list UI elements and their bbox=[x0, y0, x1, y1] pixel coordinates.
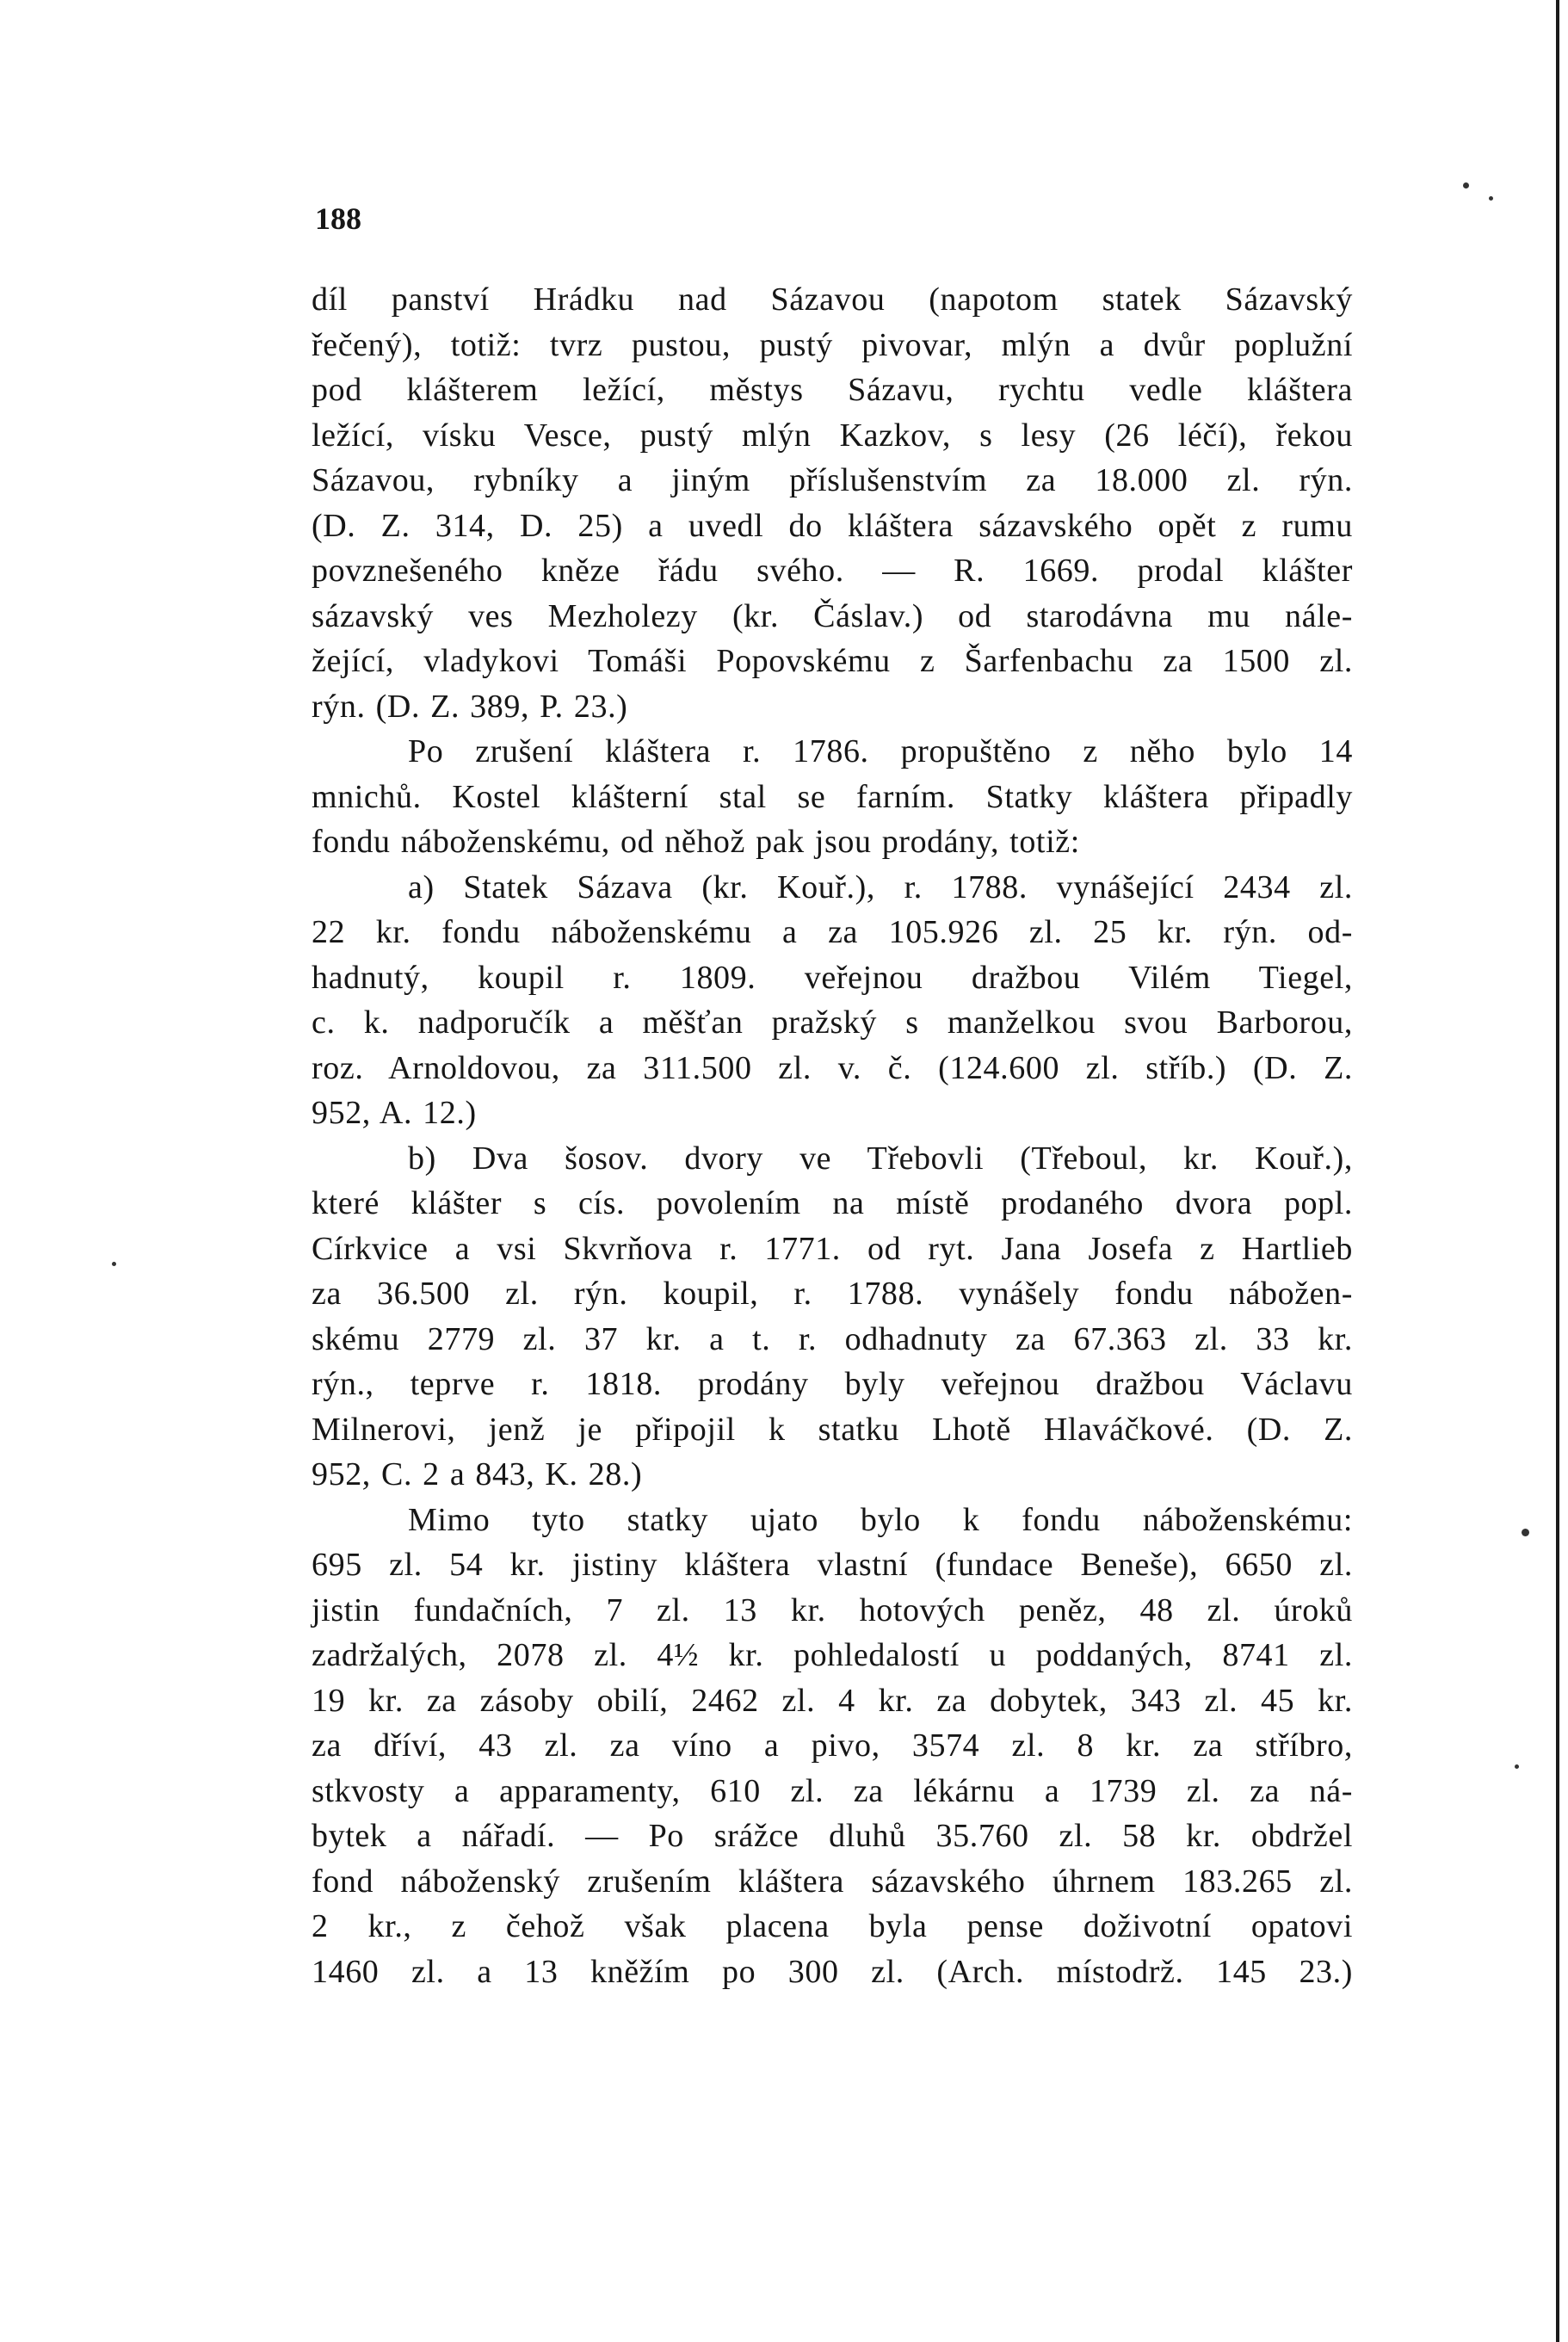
text-line: sázavský ves Mezholezy (kr. Čáslav.) od starodávna mu nále- bbox=[312, 597, 1353, 634]
text-line: a) Statek Sázava (kr. Kouř.), r. 1788. vynášející 2434 zl. bbox=[408, 868, 1353, 905]
text-line: roz. Arnoldovou, za 311.500 zl. v. č. (124.600 zl. stříb.) (D. Z. bbox=[312, 1049, 1353, 1086]
text-line: 695 zl. 54 kr. jistiny kláštera vlastní (fundace Beneše), 6650 zl. bbox=[312, 1547, 1353, 1583]
text-line: díl panství Hrádku nad Sázavou (napotom statek Sázavský bbox=[312, 281, 1353, 318]
text-line: které klášter s cís. povolením na místě prodaného dvora popl. bbox=[312, 1185, 1353, 1221]
text-line: fondu náboženskému, od něhož pak jsou prodány, totiž: bbox=[312, 824, 1080, 860]
scan-speck bbox=[1489, 196, 1493, 201]
text-line: zadržalých, 2078 zl. 4½ kr. pohledalostí u poddaných, 8741 zl. bbox=[312, 1637, 1353, 1673]
text-line: jistin fundačních, 7 zl. 13 kr. hotových peněz, 48 zl. úroků bbox=[312, 1591, 1353, 1628]
scan-edge-border bbox=[1556, 0, 1559, 2342]
text-line: mnichů. Kostel klášterní stal se farním. Statky kláštera připadly bbox=[312, 778, 1353, 815]
text-line: Mimo tyto statky ujato bylo k fondu náboženskému: bbox=[408, 1501, 1353, 1538]
scan-speck bbox=[1515, 1764, 1519, 1769]
text-line: fond náboženský zrušením kláštera sázavského úhrnem 183.265 zl. bbox=[312, 1863, 1353, 1900]
text-line: za dříví, 43 zl. za víno a pivo, 3574 zl. 8 kr. za stříbro, bbox=[312, 1727, 1353, 1764]
text-line: 19 kr. za zásoby obilí, 2462 zl. 4 kr. za dobytek, 343 zl. 45 kr. bbox=[312, 1682, 1353, 1719]
scan-speck bbox=[1522, 1529, 1529, 1536]
text-line: Po zrušení kláštera r. 1786. propuštěno z něho bylo 14 bbox=[408, 733, 1353, 769]
text-line: Církvice a vsi Skvrňova r. 1771. od ryt. Jana Josefa z Hartlieb bbox=[312, 1230, 1353, 1267]
text-line: za 36.500 zl. rýn. koupil, r. 1788. vynášely fondu nábožen- bbox=[312, 1276, 1353, 1312]
text-line: ležící, vísku Vesce, pustý mlýn Kazkov, s lesy (26 léčí), řekou bbox=[312, 417, 1353, 454]
scan-speck bbox=[1463, 182, 1469, 188]
text-line: žející, vladykovi Tomáši Popovskému z Šarfenbachu za 1500 zl. bbox=[312, 643, 1353, 679]
scan-speck bbox=[112, 1262, 116, 1266]
text-line: řečený), totiž: tvrz pustou, pustý pivovar, mlýn a dvůr poplužní bbox=[312, 326, 1353, 363]
text-line: b) Dva šosov. dvory ve Třebovli (Třeboul, kr. Kouř.), bbox=[408, 1140, 1353, 1177]
text-line: 952, A. 12.) bbox=[312, 1095, 477, 1131]
text-line: pod klášterem ležící, městys Sázavu, rychtu vedle kláštera bbox=[312, 372, 1353, 408]
text-line: rýn., teprve r. 1818. prodány byly veřejnou dražbou Václavu bbox=[312, 1366, 1353, 1402]
text-line: 1460 zl. a 13 kněžím po 300 zl. (Arch. místodrž. 145 23.) bbox=[312, 1953, 1353, 1990]
text-line: hadnutý, koupil r. 1809. veřejnou dražbou Vilém Tiegel, bbox=[312, 959, 1353, 996]
text-line: stkvosty a apparamenty, 610 zl. za lékárnu a 1739 zl. za ná- bbox=[312, 1772, 1353, 1809]
text-line: (D. Z. 314, D. 25) a uvedl do kláštera sázavského opět z rumu bbox=[312, 507, 1353, 544]
text-line: povznešeného kněze řádu svého. — R. 1669. prodal klášter bbox=[312, 553, 1353, 589]
text-line: c. k. nadporučík a měšťan pražský s manželkou svou Barborou, bbox=[312, 1004, 1353, 1041]
text-line: 952, C. 2 a 843, K. 28.) bbox=[312, 1456, 643, 1492]
page-number: 188 bbox=[315, 201, 361, 236]
text-line: Sázavou, rybníky a jiným příslušenstvím za 18.000 zl. rýn. bbox=[312, 462, 1353, 498]
text-line: bytek a nářadí. — Po srážce dluhů 35.760 zl. 58 kr. obdržel bbox=[312, 1818, 1353, 1854]
text-line: 22 kr. fondu náboženskému a za 105.926 zl. 25 kr. rýn. od- bbox=[312, 914, 1353, 950]
text-line: rýn. (D. Z. 389, P. 23.) bbox=[312, 688, 628, 725]
text-line: 2 kr., z čehož však placena byla pense doživotní opatovi bbox=[312, 1908, 1353, 1944]
text-line: skému 2779 zl. 37 kr. a t. r. odhadnuty za 67.363 zl. 33 kr. bbox=[312, 1320, 1353, 1357]
page-text bbox=[312, 277, 1353, 1994]
text-line: Milnerovi, jenž je připojil k statku Lhotě Hlaváčkové. (D. Z. bbox=[312, 1411, 1353, 1448]
